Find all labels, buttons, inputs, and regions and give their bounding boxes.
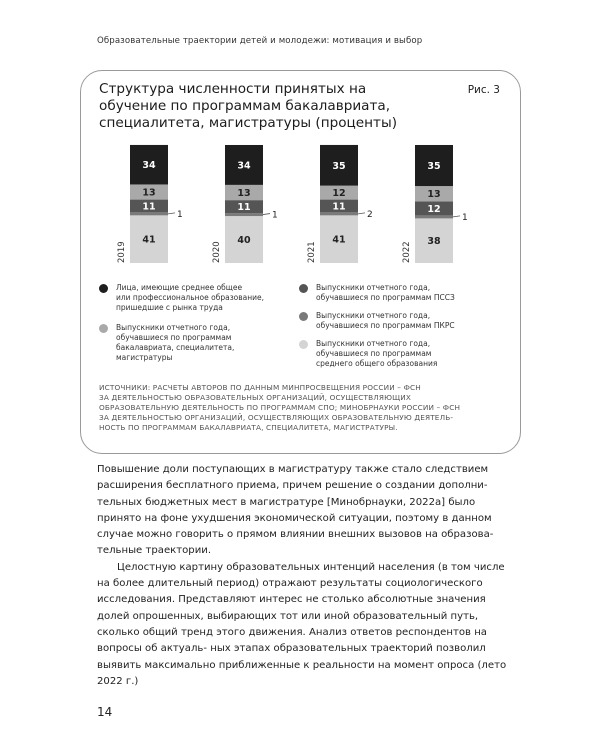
data-label: 13: [237, 188, 251, 200]
data-label: 13: [142, 187, 156, 199]
data-label: 2: [367, 209, 373, 220]
legend-swatch: [299, 340, 308, 349]
figure-source-note: ИСТОЧНИКИ: РАСЧЕТЫ АВТОРОВ ПО ДАННЫМ МИНПРОСВЕЩЕНИЯ РОССИИ – ФСН ЗА ДЕЯТЕЛЬНОСТЬЮ ОБРАЗОВАТЕЛЬНЫХ ОРГАНИЗАЦИЙ, ОСУЩЕСТВЛЯЮЩИХ ОБРАЗОВАТЕЛЬНУЮ ДЕЯТЕЛЬНОСТЬ ПО ПРОГРАММАМ СПО; МИНОБРНАУКИ РОССИИ – ФСН ЗА ДЕЯТЕЛЬНОСТЬЮ ОРГАНИЗАЦИЙ, ОСУЩЕСТВЛЯЮЩИХ ОБРАЗОВАТЕЛЬНУЮ ДЕЯТЕЛЬ- НОСТЬ ПО ПРОГРАММАМ БАКАЛАВРИАТА, СПЕЦИАЛИТЕТА, МАГИСТРАТУРЫ.: [99, 383, 461, 432]
data-label: 11: [332, 201, 346, 213]
data-label: 35: [332, 160, 346, 172]
bar-segment: [320, 212, 358, 215]
data-label: 13: [427, 189, 441, 201]
page-number: 14: [97, 705, 113, 719]
bar-segment: [415, 215, 453, 218]
category-tick-label: 2022: [402, 241, 412, 263]
data-label: 40: [237, 235, 251, 247]
data-label: 41: [142, 234, 156, 246]
data-label: 12: [332, 188, 346, 200]
data-label: 34: [142, 160, 156, 172]
leader-line: [453, 216, 460, 217]
legend-swatch: [99, 324, 108, 333]
paragraph: Целостную картину образовательных интенций населения (в том числе на более длительный период) отражают результаты социологического исследования. Представляют интерес не столько абсолютные значения долей опрошенных, выбирающих тот или иной образовательный путь, сколько общий тренд этого движения. Анализ ответов респондентов на вопросы об актуаль- ных этапах образовательных траекторий позволил выявить максимально приближенные к реальности на момент опроса (лето 2022 г.): [97, 561, 507, 687]
legend-swatch: [299, 312, 308, 321]
legend-label: Лица, имеющие среднее общее или профессиональное образование, пришедшие с рынка труда: [116, 283, 265, 312]
data-label: 35: [427, 161, 441, 173]
data-label: 34: [237, 160, 251, 172]
legend-label: Выпускники отчетного года, обучавшиеся по программам ПКРС: [316, 311, 455, 330]
figure-label: Рис. 3: [467, 84, 500, 96]
category-tick-label: 2020: [212, 241, 222, 263]
leader-line: [263, 214, 270, 215]
legend-label: Выпускники отчетного года, обучавшиеся по программам ПССЗ: [316, 283, 455, 302]
paragraph: Повышение доли поступающих в магистратуру также стало следствием расширения бесплатного приема, причем решение о создании дополни- тельных бюджетных мест в магистратуре [Минобрнауки, 2022а] было принято на фоне ухудшения экономической ситуации, поэтому в данном случае можно говорить о прямом влиянии внешних вызовов на образова- тельные траектории.: [97, 464, 494, 557]
legend-swatch: [99, 284, 108, 293]
figure-panel: [80, 70, 521, 454]
leader-line: [358, 213, 365, 214]
category-tick-label: 2021: [307, 241, 317, 263]
running-head: Образовательные траектории детей и молодежи: мотивация и выбор: [97, 36, 423, 46]
data-label: 1: [272, 210, 278, 221]
legend-label: Выпускники отчетного года, обучавшиеся по программам среднего общего образования: [316, 339, 438, 368]
legend-swatch: [299, 284, 308, 293]
category-tick-label: 2019: [117, 241, 127, 263]
data-label: 12: [427, 203, 441, 215]
data-label: 11: [142, 201, 156, 213]
data-label: 1: [177, 209, 183, 220]
data-label: 38: [427, 236, 441, 248]
bar-segment: [225, 213, 263, 216]
leader-line: [168, 213, 175, 214]
body-text: [97, 462, 507, 690]
bar-segment: [130, 212, 168, 215]
figure-title: Структура численности принятых на обучение по программам бакалавриата, специалитета, магистратуры (проценты): [99, 81, 397, 131]
data-label: 11: [237, 202, 251, 214]
data-label: 41: [332, 234, 346, 246]
data-label: 1: [462, 212, 468, 223]
legend-label: Выпускники отчетного года, обучавшиеся по программам бакалавриата, специалитета, магистратуры: [116, 323, 235, 362]
